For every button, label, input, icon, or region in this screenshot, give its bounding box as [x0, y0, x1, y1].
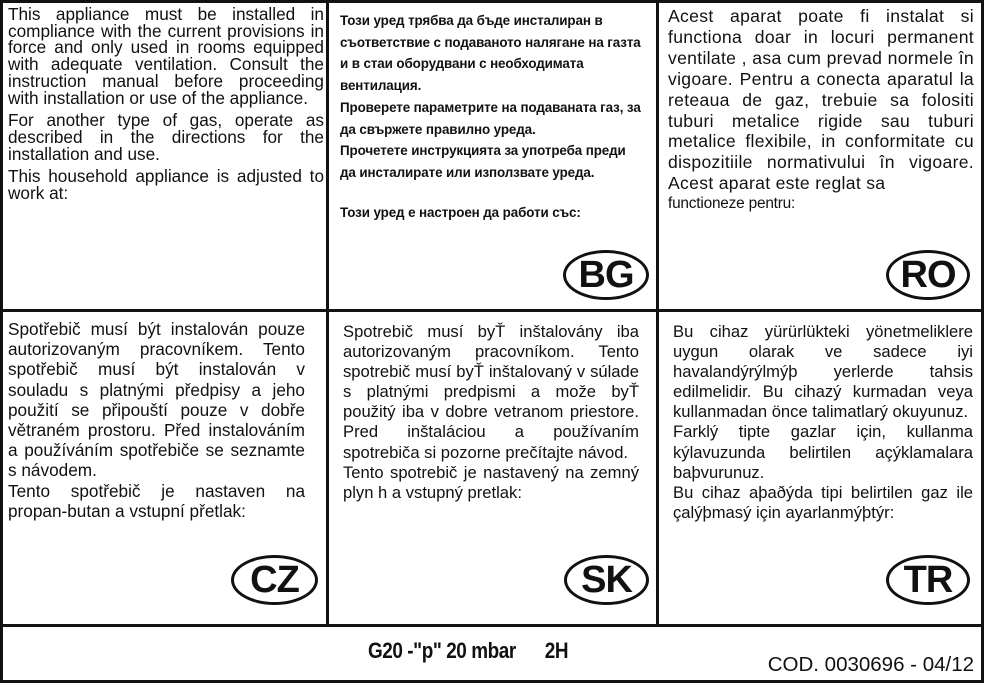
tr-paragraph-3: Bu cihaz aþaðýda tipi belirtilen gaz ile çalýþmasý için ayarlanmýþtýr:: [673, 482, 973, 522]
bg-paragraph-2: Проверете параметрите на подаваната газ, за да свържете правилно уреда.: [340, 99, 641, 137]
bg-paragraph-1: Този уред трябва да бъде инсталиран в съответствие с подаваното налягане на газта и в стаи оборудвани с необходимата вентилация.: [340, 13, 641, 94]
grid-divider-v1: [326, 0, 329, 626]
sk-paragraph-1: Spotrebič musí byŤ inštalovány iba autorizovaným pracovníkom. Tento spotrebič musí byŤ inštalovaný v súlade s platnými predpismi a može byŤ použitý iba v dobre vetranom priestore. Pred inštaláciou a používaním spotrebiča si pozorne prečítajte návod.: [343, 322, 639, 462]
ro-paragraph-2: functioneze pentru:: [668, 195, 796, 213]
tr-paragraph-2: Farklý tipte gazlar için, kullanma kýlavuzunda belirtilen açýklamalara baþvurunuz.: [673, 422, 973, 482]
panel-bg: [340, 10, 645, 223]
panel-cz: [8, 319, 305, 521]
cz-paragraph-2: Tento spotřebič je nastaven na propan-butan a vstupní přetlak:: [8, 480, 305, 521]
grid-divider-h1: [0, 309, 984, 312]
gas-type-pressure: G20 -"p" 20 mbar: [368, 638, 516, 663]
panel-en: [8, 6, 324, 202]
country-badge-ro: RO: [886, 250, 970, 300]
grid-divider-h2: [0, 624, 984, 627]
country-badge-cz: CZ: [231, 555, 318, 605]
ro-paragraph-1: Acest aparat poate fi instalat si functiona doar in locuri permanent ventilate , asa cum prevad normele în vigoare. Pentru a conecta aparatul la reteaua de gaz, trebuie sa folositi tuburi metalice rigide sau tuburi metalice flexibile, in conformitate cu dispozitiile normativului în vigoare. Acest aparat este reglat sa: [668, 6, 974, 194]
country-badge-bg: BG: [563, 250, 649, 300]
country-badge-tr: TR: [886, 555, 970, 605]
country-badge-sk: SK: [564, 555, 649, 605]
tr-paragraph-1: Bu cihaz yürürlükteki yönetmeliklere uygun olarak ve sadece iyi havalandýrýlmýþ yerlerde tahsis edilmelidir. Bu cihazý kurmadan veya kullanmadan önce talimatlarý okuyunuz.: [673, 322, 973, 422]
panel-tr: [673, 322, 973, 523]
panel-ro: [668, 6, 974, 215]
panel-sk: [343, 322, 639, 503]
gas-specification: [368, 638, 568, 664]
grid-divider-v2: [656, 0, 659, 626]
product-code: COD. 0030696 - 04/12: [767, 653, 974, 676]
en-paragraph-1: This appliance must be installed in compliance with the current provisions in force and only used in rooms equipped with adequate ventilation. Consult the instruction manual before proceeding with installation or use of the appliance.: [8, 6, 324, 108]
bg-paragraph-3: Прочетете инструкцията за употреба преди да инсталирате или използвате уреда.: [340, 143, 626, 180]
en-paragraph-3: This household appliance is adjusted to work at:: [8, 166, 324, 202]
en-paragraph-2: For another type of gas, operate as described in the directions for the installation and use.: [8, 110, 324, 164]
bg-paragraph-4: Този уред е настроен да работи със:: [340, 204, 581, 220]
gas-category: 2H: [544, 638, 569, 663]
sk-paragraph-2: Tento spotrebič je nastavený na zemný plyn h a vstupný pretlak:: [343, 462, 639, 502]
cz-paragraph-1: Spotřebič musí být instalován pouze autorizovaným pracovníkem. Tento spotřebič musí být instalován v souladu s platnými předpisy a jeho použití se připouští pouze v dobře větraném prostoru. Před instalováním a používáním spotřebiče se seznamte s návodem.: [8, 319, 305, 481]
